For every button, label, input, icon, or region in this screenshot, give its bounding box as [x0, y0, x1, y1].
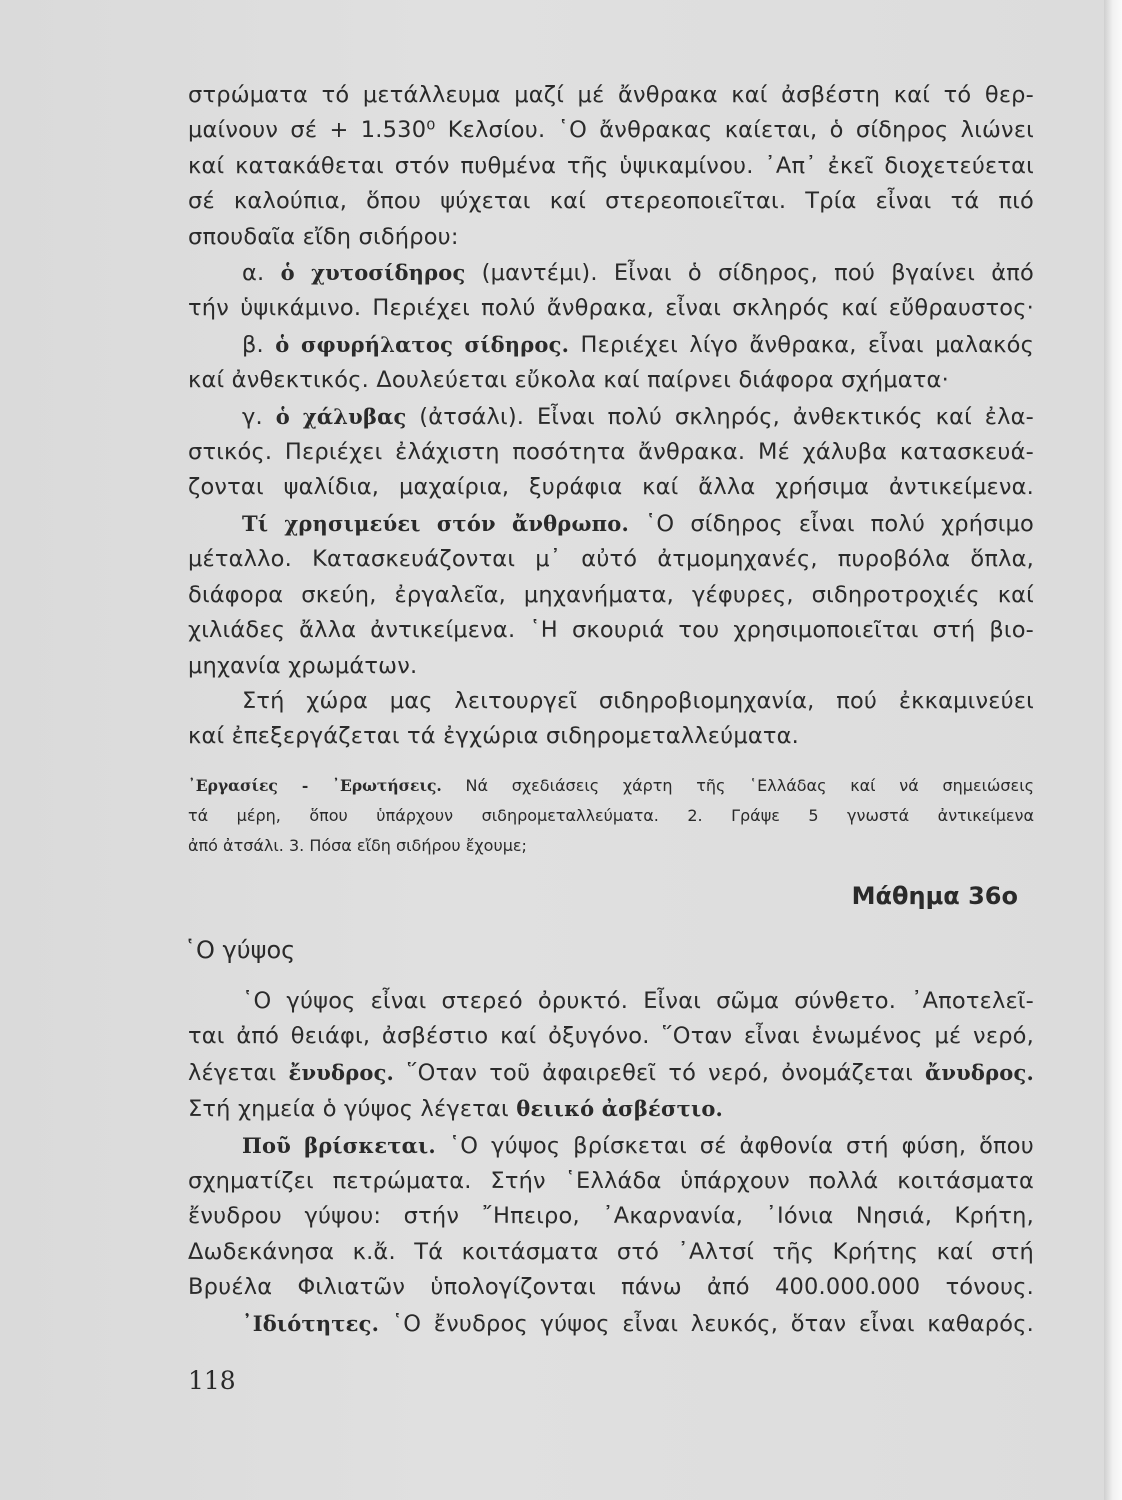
- text-line: [188, 1055, 1034, 1091]
- bold-term: ὁ σφυρήλατος σίδηρος.: [275, 331, 570, 357]
- text-line: σχηματίζει πετρώματα. Στήν ῾Ελλάδα ὑπάρχουν πολλά κοιτάσματα: [188, 1168, 1034, 1195]
- text-line: [188, 255, 1034, 291]
- text-run: ῾Ο σίδηρος εἶναι πολύ χρήσιμο: [628, 510, 1034, 537]
- text-run: Νά σχεδιάσεις χάρτη τῆς ῾Ελλάδας καί νά σημειώσεις: [441, 775, 1035, 795]
- list-marker: β.: [242, 331, 276, 358]
- text-run: ῾Ο ἔνυδρος γύψος εἶναι λευκός, ὅταν εἶναι καθαρός.: [379, 1310, 1034, 1337]
- bold-heading: Ποῦ βρίσκεται.: [242, 1132, 436, 1158]
- text-line: σέ καλούπια, ὅπου ψύχεται καί στερεοποιεῖται. Τρία εἶναι τά πιό: [188, 188, 1034, 215]
- text-line: μηχανία χρωμάτων.: [188, 652, 418, 679]
- bold-term: ὁ χυτοσίδηρος: [280, 260, 466, 286]
- list-marker: γ.: [242, 403, 276, 430]
- text-line: καί ἀνθεκτικός. Δουλεύεται εὔκολα καί παίρνει διάφορα σχήματα·: [188, 367, 949, 394]
- text-line: [188, 327, 1034, 363]
- bold-term: θειικό ἀσβέστιο.: [516, 1096, 724, 1122]
- text-line: Βρυέλα Φιλιατῶν ὑπολογίζονται πάνω ἀπό 400.000.000 τόνους.: [188, 1274, 1034, 1301]
- text-line: Στή χώρα μας λειτουργεῖ σιδηροβιομηχανία, πού ἐκκαμινεύει: [242, 687, 1034, 714]
- text-run: Στή χημεία ὁ γύψος λέγεται: [188, 1096, 517, 1123]
- exercises-label: ᾿Εργασίες - ᾿Ερωτήσεις.: [188, 775, 442, 795]
- bold-heading: Τί χρησιμεύει στόν ἄνθρωπο.: [242, 510, 629, 536]
- text-line: μέταλλο. Κατασκευάζονται μ᾿ αὐτό ἀτμομηχανές, πυροβόλα ὅπλα,: [188, 546, 1034, 573]
- exercise-line: ἀπό ἀτσάλι. 3. Πόσα εἴδη σιδήρου ἔχουμε;: [188, 835, 527, 855]
- text-run: λέγεται: [188, 1059, 289, 1086]
- text-line: [188, 399, 1034, 435]
- page-number: 118: [188, 1366, 236, 1395]
- section-title: ῾Ο γύψος: [184, 936, 296, 964]
- bold-heading: ᾿Ιδιότητες.: [242, 1310, 380, 1336]
- text-line: τήν ὑψικάμινο. Περιέχει πολύ ἄνθρακα, εἶναι σκληρός καί εὔθραυστος·: [188, 295, 1034, 322]
- text-line: ἔνυδρου γύψου: στήν ῎Ηπειρο, ᾿Ακαρνανία, ᾿Ιόνια Νησιά, Κρήτη,: [188, 1203, 1034, 1230]
- text-run: (ἀτσάλι). Εἶναι πολύ σκληρός, ἀνθεκτικός καί ἐλα-: [406, 403, 1034, 430]
- exercise-line: [188, 771, 1034, 801]
- text-run: (μαντέμι). Εἶναι ὁ σίδηρος, πού βγαίνει ἀπό: [465, 260, 1034, 287]
- text-line: στρώματα τό μετάλλευμα μαζί μέ ἄνθρακα καί ἀσβέστη καί τό θερ-: [188, 82, 1034, 108]
- text-run: ῾Ο γύψος βρίσκεται σέ ἀφθονία στή φύση, ὅπου: [435, 1132, 1034, 1159]
- text-run: Περιέχει λίγο ἄνθρακα, εἶναι μαλακός: [569, 331, 1034, 358]
- text-line: ῾Ο γύψος εἶναι στερεό ὀρυκτό. Εἶναι σῶμα σύνθετο. ᾿Αποτελεῖ-: [242, 988, 1034, 1014]
- exercises-block: [188, 771, 1034, 861]
- text-line: [188, 1128, 1034, 1164]
- iron-section-text: [188, 78, 1034, 861]
- text-line: [188, 1306, 1034, 1342]
- text-line: καί κατακάθεται στόν πυθμένα τῆς ὑψικαμίνου. ᾿Απ᾿ ἐκεῖ διοχετεύεται: [188, 152, 1034, 179]
- lesson-title: Μάθημα 36ο: [851, 882, 1018, 910]
- text-line: χιλιάδες ἄλλα ἀντικείμενα. ῾Η σκουριά του χρησιμοποιεῖται στή βιο-: [188, 617, 1034, 644]
- text-line: διάφορα σκεύη, ἐργαλεῖα, μηχανήματα, γέφυρες, σιδηροτροχιές καί: [188, 581, 1034, 608]
- exercise-line: τά μέρη, ὅπου ὑπάρχουν σιδηρομεταλλεύματα. 2. Γράψε 5 γνωστά ἀντικείμενα: [188, 805, 1034, 825]
- text-line: Δωδεκάνησα κ.ἄ. Τά κοιτάσματα στό ᾿Αλτσί τῆς Κρήτης καί στή: [188, 1238, 1034, 1265]
- gypsum-section-text: [188, 984, 1034, 1342]
- bold-term: ἄνυδρος.: [925, 1059, 1034, 1085]
- text-line: στικός. Περιέχει ἐλάχιστη ποσότητα ἄνθρακα. Μέ χάλυβα κατασκευά-: [188, 439, 1034, 466]
- text-line: σπουδαῖα εἴδη σιδήρου:: [188, 223, 459, 250]
- text-run: ῞Οταν τοῦ ἀφαιρεθεῖ τό νερό, ὀνομάζεται: [394, 1059, 926, 1086]
- page-edge: [1104, 0, 1122, 1500]
- text-line: ται ἀπό θειάφι, ἀσβέστιο καί ὀξυγόνο. ῞Οταν εἶναι ἑνωμένος μέ νερό,: [188, 1023, 1034, 1050]
- bold-term: ἔνυδρος.: [288, 1059, 395, 1085]
- text-line: [188, 506, 1034, 542]
- bold-term: ὁ χάλυβας: [275, 403, 407, 429]
- list-marker: α.: [242, 260, 281, 287]
- text-line: ζονται ψαλίδια, μαχαίρια, ξυράφια καί ἄλλα χρήσιμα ἀντικείμενα.: [188, 474, 1034, 501]
- text-line: μαίνουν σέ + 1.530⁰ Κελσίου. ῾Ο ἄνθρακας καίεται, ὁ σίδηρος λιώνει: [188, 117, 1034, 144]
- text-line: καί ἐπεξεργάζεται τά ἐγχώρια σιδηρομεταλλεύματα.: [188, 723, 800, 750]
- text-line: [188, 1091, 1034, 1127]
